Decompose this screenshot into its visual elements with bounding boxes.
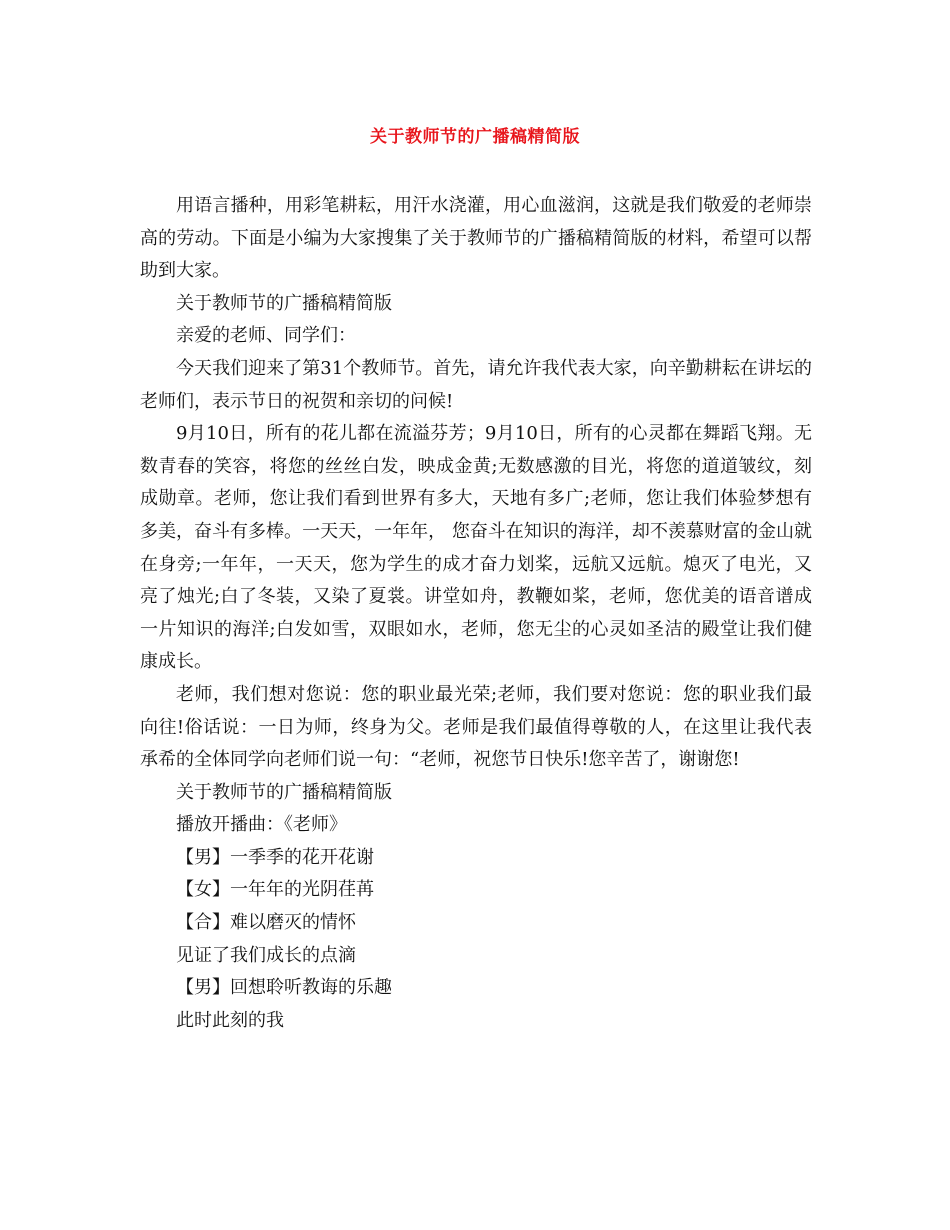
paragraph-subtitle-2: 关于教师节的广播稿精简版 bbox=[176, 781, 392, 803]
document-body bbox=[140, 190, 812, 1037]
paragraph-closing: 老师，我们想对您说：您的职业最光荣;老师，我们要对您说：您的职业我们最向往!俗话说：一日为师，终身为父。老师是我们最值得尊敬的人，在这里让我代表承希的全体同学向老师们说一句：“老师，祝您节日快乐!您辛苦了，谢谢您! bbox=[140, 683, 812, 771]
document-title: 关于教师节的广播稿精简版 bbox=[370, 127, 580, 147]
paragraph-line-male-1: 【男】一季季的花开花谢 bbox=[176, 846, 374, 868]
paragraph-subtitle-1: 关于教师节的广播稿精简版 bbox=[176, 292, 392, 314]
paragraph-line-female-1: 【女】一年年的光阴荏苒 bbox=[176, 879, 374, 901]
paragraph-intro: 用语言播种，用彩笔耕耘，用汗水浇灌，用心血滋润，这就是我们敬爱的老师崇高的劳动。下面是小编为大家搜集了关于教师节的广播稿精简版的材料，希望可以帮助到大家。 bbox=[140, 195, 812, 282]
paragraph-greeting: 亲爱的老师、同学们： bbox=[176, 325, 356, 347]
paragraph-opening-song: 播放开播曲：《老师》 bbox=[176, 814, 347, 836]
paragraph-line-together-2: 见证了我们成长的点滴 bbox=[176, 944, 356, 966]
paragraph-line-male-3: 此时此刻的我 bbox=[176, 1009, 284, 1031]
paragraph-main: 9月10日，所有的花儿都在流溢芬芳；9月10日，所有的心灵都在舞蹈飞翔。无数青春的笑容，将您的丝丝白发，映成金黄;无数感激的目光，将您的道道皱纹，刻成勋章。老师，您让我们看到世界有多大，天地有多广;老师，您让我们体验梦想有多美，奋斗有多棒。一天天，一年年， 您奋斗在知识的海洋，却不羡慕财富的金山就在身旁;一年年，一天天，您为学生的成才奋力划桨，远航又远航。熄灭了电光，又亮了烛光;白了冬装，又染了夏裳。讲堂如舟，教鞭如桨，老师，您优美的语音谱成一片知识的海洋;白发如雪，双眼如水，老师，您无尘的心灵如圣洁的殿堂让我们健康成长。 bbox=[140, 423, 812, 673]
paragraph-line-together-1: 【合】难以磨灭的情怀 bbox=[176, 912, 356, 934]
paragraph-opening: 今天我们迎来了第31个教师节。首先，请允许我代表大家，向辛勤耕耘在讲坛的老师们，表示节日的祝贺和亲切的问候! bbox=[140, 357, 812, 412]
paragraph-line-male-2: 【男】回想聆听教诲的乐趣 bbox=[176, 977, 392, 999]
